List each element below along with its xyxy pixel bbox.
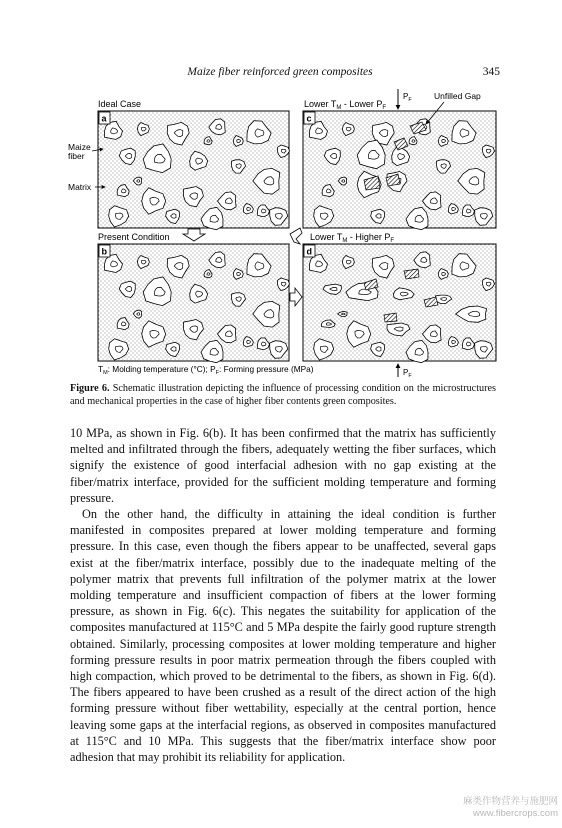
panel-c-heading: Lower $T_M$ - Lower $P_F$ xyxy=(304,99,387,111)
fiber-lumen xyxy=(467,209,472,213)
watermark xyxy=(418,796,558,820)
paragraph-2: On the other hand, the difficulty in attaining the ideal condition is further manifested in composites prepared at lower molding temperature and forming pressure. In this case, even though the fibers appear to be unaffected, several gaps exist at the fiber/matrix interface, possibly due to the inadequate melting of the polymer matrix that prevents full infiltration of the polymer matrix at the lower molding temperature and insufficient compaction of fibers at the lower forming pressure, as shown in Fig. 6(c). This negates the suitability for application of the composites manufactured at 115°C and 5 MPa despite the fairly good rupture strength obtained. Similarly, processing composites at lower molding temperature and higher forming pressure results in poor matrix permeation through the fibers coupled with high compaction, which proved to be detrimental to the fibers, as shown in Fig. 6(d). The fibers appeared to have been crushed as a result of the direct action of the high forming pressure without fiber wettability, especially at the central portion, hence leaving some gaps at the interfacial regions, as observed in composites manufactured at 115°C and 10 MPa. This suggests that the fiber/matrix interface show poor adhesion that may prohibit its reliability for application. xyxy=(70,507,496,765)
figure-legend: $T_M$: Molding temperature (°C); $P_F$: Forming pressure (MPa) xyxy=(98,364,314,376)
arrow-a-to-b-icon xyxy=(183,229,205,241)
panel-a-heading: Ideal Case xyxy=(98,99,142,109)
unfilled-gap-label: Unfilled Gap xyxy=(434,91,481,101)
panel-d-heading: Lower $T_M$ - Higher $P_F$ xyxy=(310,232,395,244)
fiber-lumen xyxy=(137,313,140,316)
running-head xyxy=(0,66,562,82)
panel-b-heading: Present Condition xyxy=(98,232,170,242)
fiber-lumen xyxy=(412,140,415,143)
gap-d-3 xyxy=(384,313,397,322)
fiber-lumen xyxy=(467,342,472,346)
panel-d-letter: d xyxy=(306,246,312,257)
fiber-lumen xyxy=(342,180,345,183)
panel-c-letter: c xyxy=(306,113,312,124)
arrow-b-to-d-icon xyxy=(290,288,302,306)
paragraph-1: 10 MPa, as shown in Fig. 6(b). It has been confirmed that the matrix has sufficiently melted and infiltrated through the fibers, adequately wetting the fiber surfaces, which signify the existence of good interfacial adhesion with no gap existing at the fiber/matrix interface, provided for the sufficient molding temperature and forming pressure. xyxy=(70,426,496,505)
fiber-lumen xyxy=(452,207,456,211)
figure-caption-label: Figure 6. xyxy=(70,383,110,394)
page-number: 345 xyxy=(482,66,500,78)
fiber-lumen xyxy=(247,340,251,344)
panel-a-letter: a xyxy=(101,113,107,124)
figure-6 xyxy=(64,88,504,378)
figure-6-schematic xyxy=(64,88,504,378)
fiber-lumen xyxy=(207,140,210,143)
watermark-line-1: 麻类作物营养与施肥网 xyxy=(462,796,558,807)
gap-d-2 xyxy=(404,269,419,279)
pf-bottom-label: $P_F$ xyxy=(403,368,412,378)
fiber-lumen xyxy=(452,340,456,344)
pf-top-label: $P_F$ xyxy=(403,92,412,103)
fiber-lumen xyxy=(137,180,140,183)
fiber-lumen xyxy=(207,273,210,276)
fiber-lumen xyxy=(262,342,267,346)
maize-fiber-label-2: fiber xyxy=(68,151,85,161)
fiber-lumen xyxy=(247,207,251,211)
figure-caption xyxy=(70,382,496,408)
figure-caption-text: Schematic illustration depicting the influence of processing condition on the microstructures and mechanical properties in the case of higher fiber contents green composites. xyxy=(70,383,497,407)
fiber-lumen xyxy=(441,298,447,301)
arrow-b-to-c-icon xyxy=(290,228,302,244)
fiber-lumen xyxy=(326,323,331,326)
watermark-line-2: www.fibercrops.com xyxy=(473,808,558,819)
fiber-lumen xyxy=(262,209,267,213)
maize-fiber-label-1: Maize xyxy=(68,142,91,152)
matrix-label: Matrix xyxy=(68,182,92,192)
panel-b-letter: b xyxy=(101,246,107,257)
fiber-lumen xyxy=(342,313,346,315)
running-title: Maize fiber reinforced green composites xyxy=(187,66,373,78)
body-text xyxy=(70,425,496,765)
